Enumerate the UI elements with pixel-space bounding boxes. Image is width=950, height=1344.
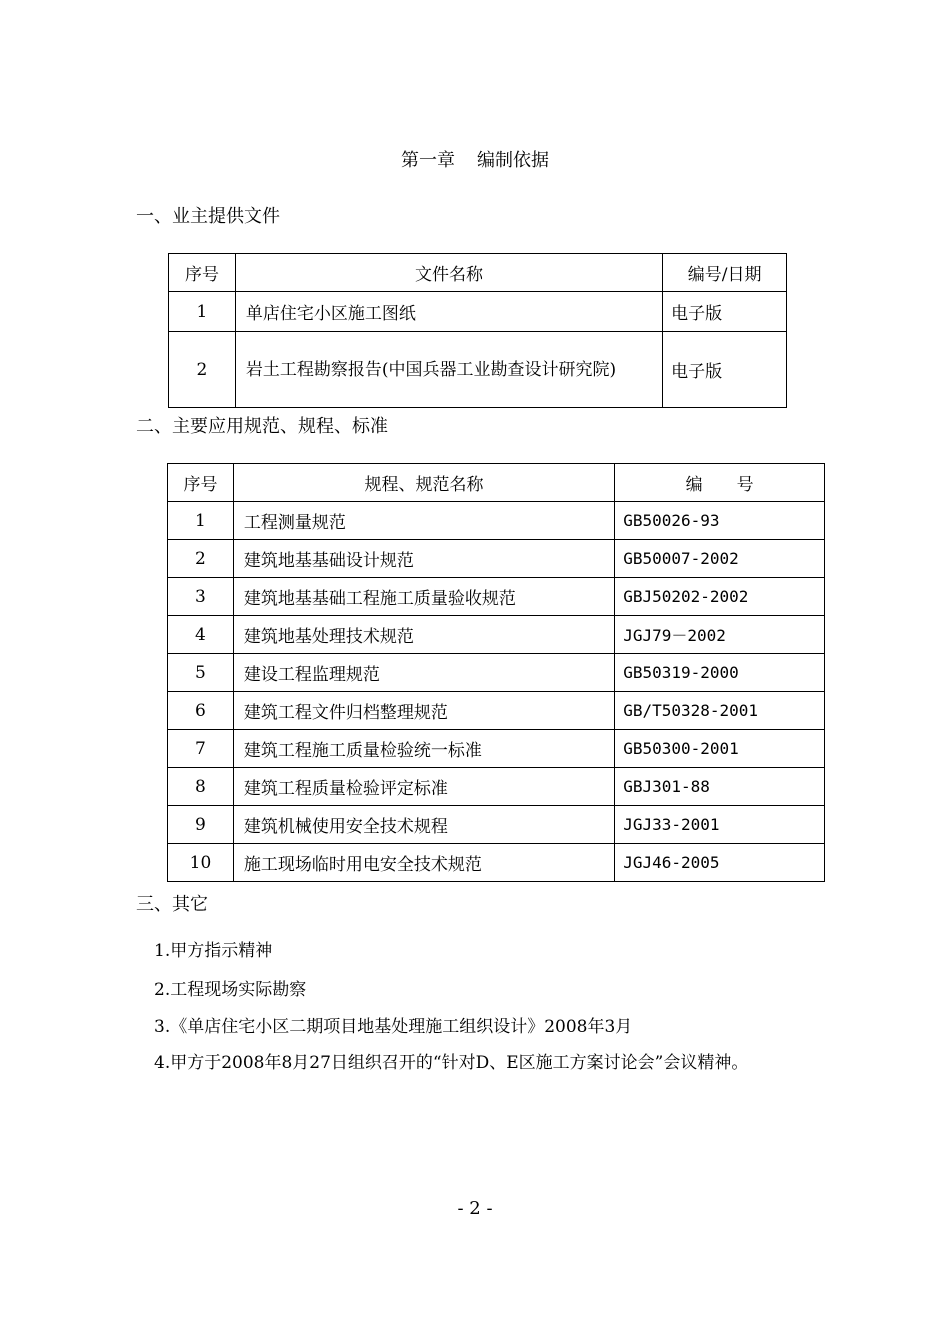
row-code: GB50300-2001 [615, 730, 825, 768]
column-header-name: 文件名称 [235, 254, 662, 292]
row-no: 7 [168, 730, 234, 768]
table-row [168, 578, 825, 616]
row-code: GB50026-93 [615, 502, 825, 540]
row-name: 岩土工程勘察报告(中国兵器工业勘查设计研究院) [235, 332, 662, 408]
row-name: 建设工程监理规范 [233, 654, 614, 692]
chapter-title-text: 编制依据 [477, 150, 549, 171]
table-row [168, 844, 825, 882]
table-row [169, 292, 787, 332]
table-row [169, 332, 787, 408]
row-name: 工程测量规范 [233, 502, 614, 540]
row-no: 2 [169, 332, 236, 408]
list-item: 3.《单店住宅小区二期项目地基处理施工组织设计》2008年3月 [154, 1017, 633, 1037]
column-header-no: 序号 [168, 464, 234, 502]
table-row [168, 768, 825, 806]
table-row [168, 806, 825, 844]
row-name: 建筑工程质量检验评定标准 [233, 768, 614, 806]
row-code: 电子版 [663, 332, 787, 408]
page-number: - 2 - [457, 1198, 493, 1219]
row-name: 建筑地基处理技术规范 [233, 616, 614, 654]
row-code: 电子版 [663, 292, 787, 332]
table-row [168, 540, 825, 578]
table-row [168, 692, 825, 730]
row-no: 8 [168, 768, 234, 806]
list-item: 2.工程现场实际勘察 [154, 980, 307, 1000]
column-header-code: 编号/日期 [663, 254, 787, 292]
column-header-code: 编 号 [615, 464, 825, 502]
table-header-row [169, 254, 787, 292]
table-row [168, 730, 825, 768]
chapter-title [0, 150, 950, 172]
table-row [168, 616, 825, 654]
row-code: GBJ301-88 [615, 768, 825, 806]
row-code: GB50007-2002 [615, 540, 825, 578]
list-item: 1.甲方指示精神 [154, 941, 273, 961]
row-name: 施工现场临时用电安全技术规范 [233, 844, 614, 882]
chapter-title-number: 第一章 [401, 150, 455, 171]
row-code: JGJ79－2002 [615, 616, 825, 654]
row-name: 单店住宅小区施工图纸 [235, 292, 662, 332]
table-row [168, 502, 825, 540]
row-code: JGJ33-2001 [615, 806, 825, 844]
column-header-name: 规程、规范名称 [233, 464, 614, 502]
row-code: JGJ46-2005 [615, 844, 825, 882]
row-name: 建筑地基基础工程施工质量验收规范 [233, 578, 614, 616]
row-code: GB/T50328-2001 [615, 692, 825, 730]
row-code: GBJ50202-2002 [615, 578, 825, 616]
list-item-paragraph: 4.甲方于2008年8月27日组织召开的“针对D、E区施工方案讨论会”会议精神。 [154, 1053, 749, 1073]
column-header-no: 序号 [169, 254, 236, 292]
row-no: 4 [168, 616, 234, 654]
section3-heading: 三、其它 [136, 894, 208, 915]
row-no: 3 [168, 578, 234, 616]
row-code: GB50319-2000 [615, 654, 825, 692]
owner-documents-table [168, 253, 787, 408]
row-no: 6 [168, 692, 234, 730]
row-name: 建筑机械使用安全技术规程 [233, 806, 614, 844]
section1-heading: 一、业主提供文件 [136, 206, 280, 227]
row-no: 2 [168, 540, 234, 578]
row-no: 5 [168, 654, 234, 692]
row-no: 1 [169, 292, 236, 332]
row-no: 1 [168, 502, 234, 540]
row-name: 建筑地基基础设计规范 [233, 540, 614, 578]
section2-heading: 二、主要应用规范、规程、标准 [136, 416, 388, 437]
row-name: 建筑工程施工质量检验统一标准 [233, 730, 614, 768]
table-row [168, 654, 825, 692]
table-header-row [168, 464, 825, 502]
standards-table [167, 463, 825, 882]
row-no: 9 [168, 806, 234, 844]
row-no: 10 [168, 844, 234, 882]
row-name: 建筑工程文件归档整理规范 [233, 692, 614, 730]
